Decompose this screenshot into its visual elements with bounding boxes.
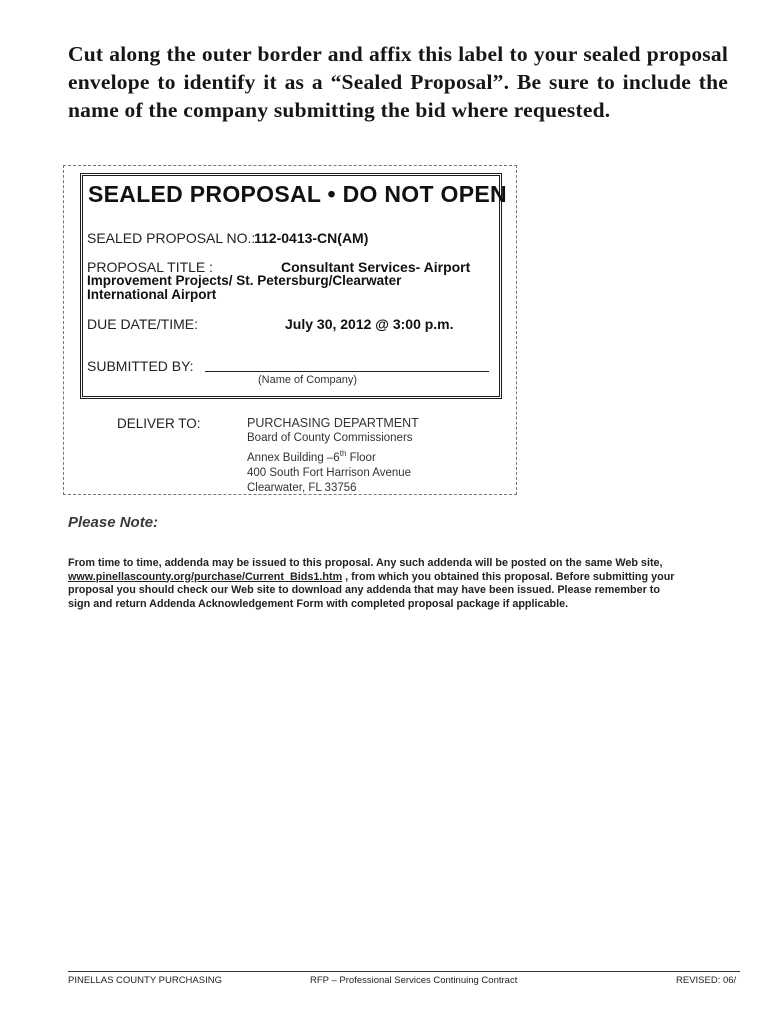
address-city: Clearwater, FL 33756 [247, 481, 357, 494]
proposal-no-label: SEALED PROPOSAL NO.: [87, 230, 256, 246]
footer-rule [68, 971, 740, 972]
addenda-url-link[interactable]: www.pinellascounty.org/purchase/Current_Bids1.htm [68, 570, 343, 583]
company-name-caption: (Name of Company) [258, 374, 358, 386]
footer-center: RFP – Professional Services Continuing Contract [310, 975, 518, 986]
company-name-line [205, 371, 489, 372]
address-building-text: Annex Building –6 [247, 451, 340, 464]
address-building-floor: Floor [346, 451, 376, 464]
cut-instructions: Cut along the outer border and affix this label to your sealed proposal envelope to identify it as a “Sealed Proposal”. Be sure to include the name of the company submitting the bid where requested. [68, 42, 728, 122]
footer-right: REVISED: 06/ [676, 975, 737, 986]
proposal-title-continued [87, 274, 487, 302]
address-building-sup: th [339, 449, 347, 458]
label-title: SEALED PROPOSAL • DO NOT OPEN [88, 181, 507, 207]
deliver-to-label: DELIVER TO: [117, 416, 201, 431]
proposal-no-value: 112-0413-CN(AM) [254, 230, 369, 246]
footer-left: PINELLAS COUNTY PURCHASING [68, 975, 222, 986]
due-date-value: July 30, 2012 @ 3:00 p.m. [285, 316, 454, 332]
submitted-by-label: SUBMITTED BY: [87, 358, 194, 374]
address-street: 400 South Fort Harrison Avenue [247, 466, 412, 479]
note-text-1: From time to time, addenda may be issued to this proposal. Any such addenda will be posted on the same Web site, [68, 557, 663, 569]
note-heading: Please Note: [68, 514, 159, 531]
due-date-label: DUE DATE/TIME: [87, 316, 198, 332]
address-building [247, 446, 419, 466]
address-board: Board of County Commissioners [247, 432, 413, 444]
note-body [68, 557, 678, 611]
proposal-title-line1: Consultant Services- Airport [281, 259, 471, 275]
address-department: PURCHASING DEPARTMENT [247, 416, 419, 430]
proposal-title-line3: International Airport [87, 287, 217, 302]
delivery-address [247, 416, 419, 496]
note-text-2: , from which you obtained this proposal. Before submitting your proposal you should check our Web site to download any addenda that may have been issued. Please remember to sign and return Addenda Acknowledgement Form with completed proposal package if applicable. [68, 570, 675, 610]
proposal-title-line2: Improvement Projects/ St. Petersburg/Clearwater [87, 273, 402, 288]
proposal-title-label: PROPOSAL TITLE : [87, 259, 214, 275]
